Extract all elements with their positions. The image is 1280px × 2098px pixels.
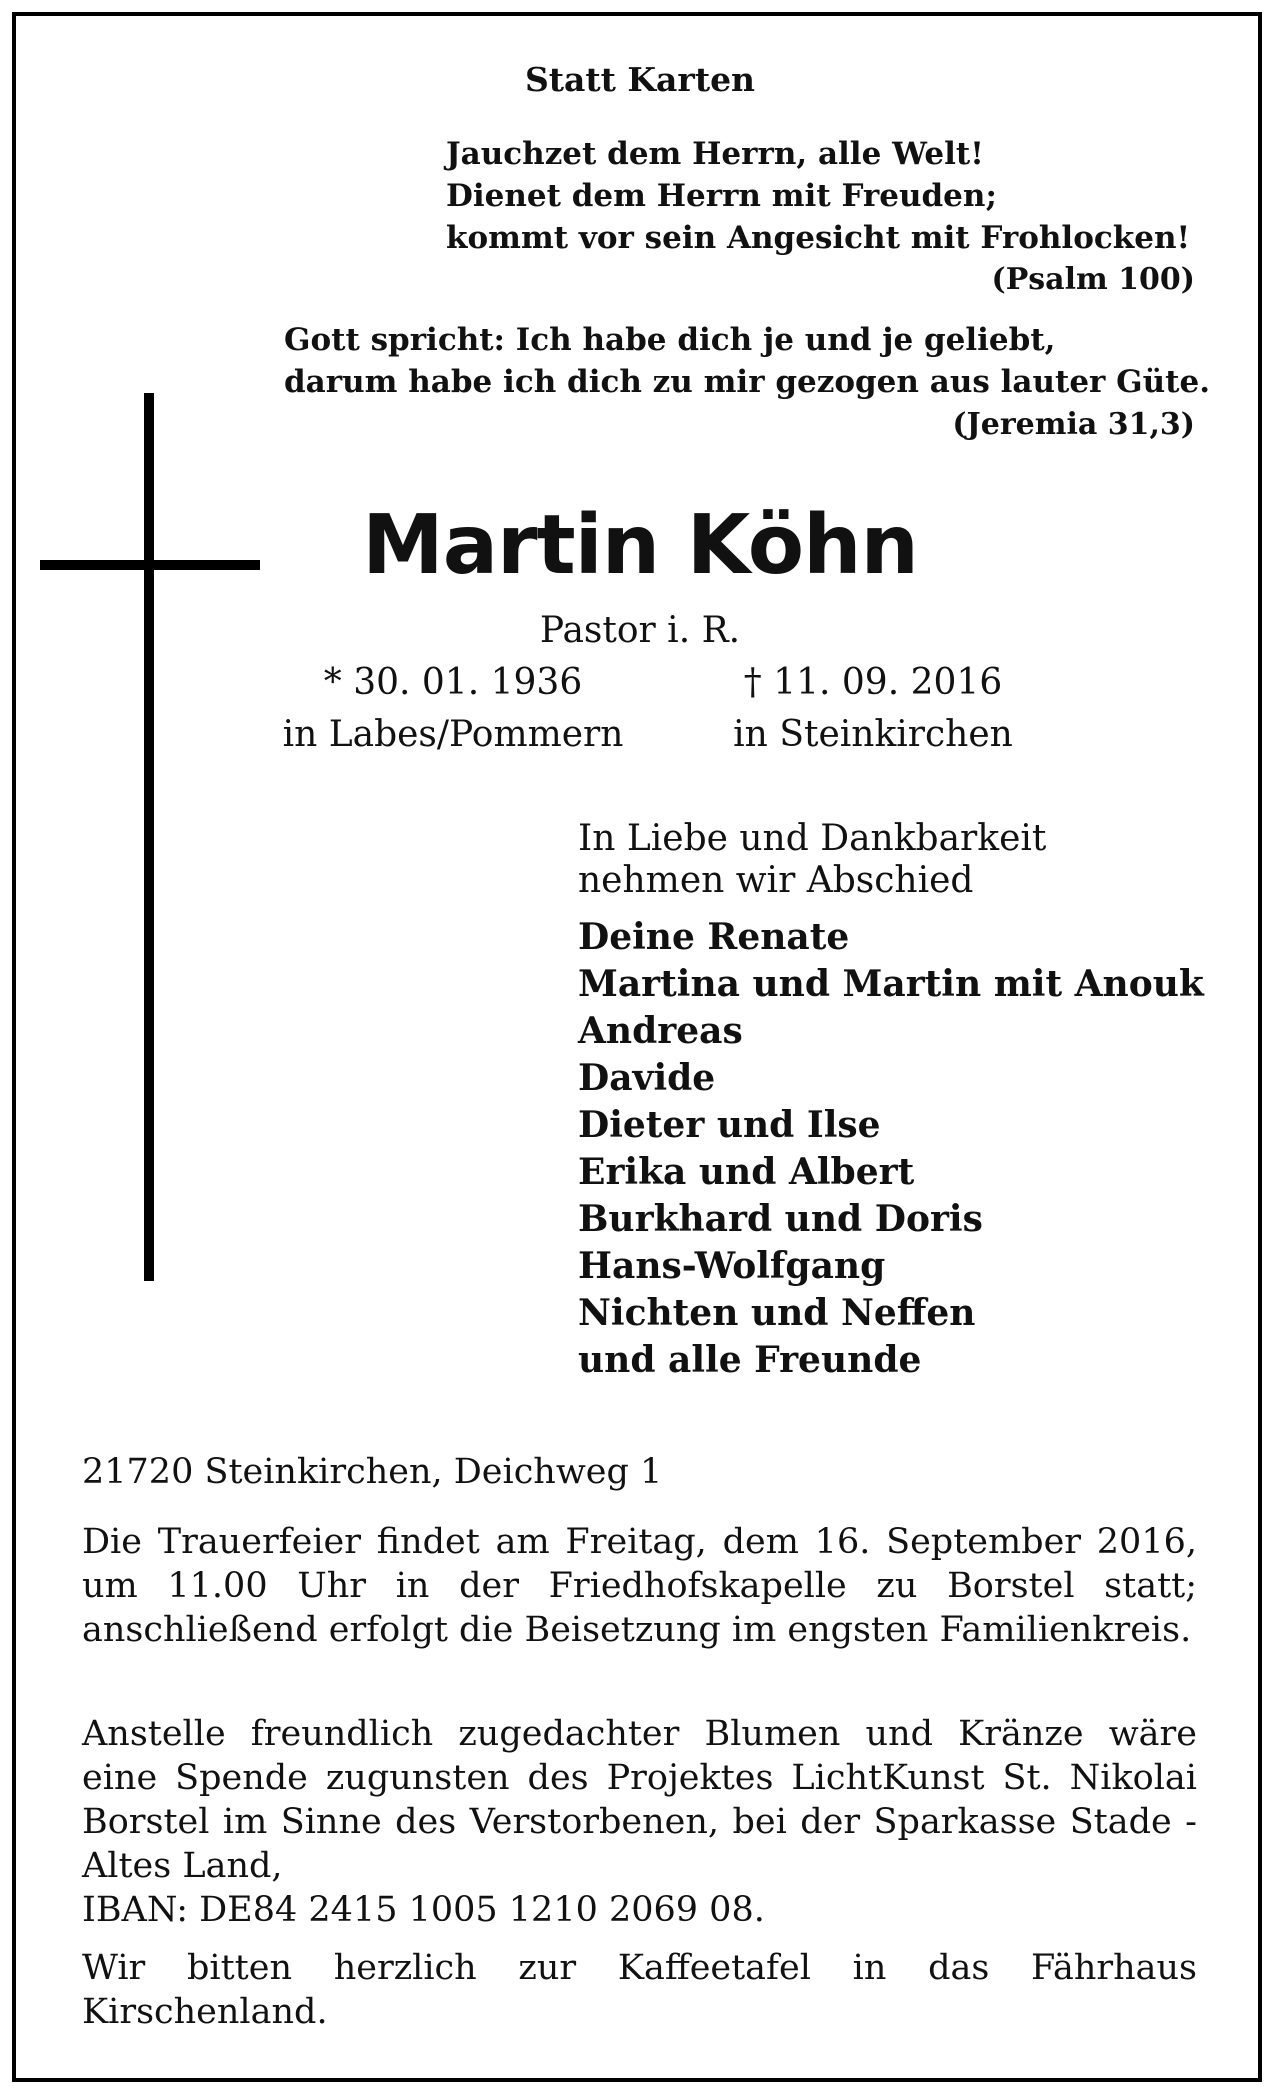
psalm-line-1: Jauchzet dem Herrn, alle Welt! <box>446 136 984 172</box>
donation-notice: Anstelle freundlich zugedachter Blumen und Kränze wäre eine Spende zugunsten des Projektes LichtKunst St. Nikolai Borstel im Sinne des Verstorbenen, bei der Sparkasse Stade - Altes Land, <box>82 1714 1197 1886</box>
mourner-item: Andreas <box>578 1010 743 1052</box>
mourner-item: Erika und Albert <box>578 1151 915 1193</box>
born-date: * 30. 01. 1936 <box>323 662 583 703</box>
deceased-title: Pastor i. R. <box>539 610 741 651</box>
family-address: 21720 Steinkirchen, Deichweg 1 <box>82 1452 663 1492</box>
mourner-item: Nichten und Neffen <box>578 1292 976 1334</box>
coffee-notice: Wir bitten herzlich zur Kaffeetafel in das Fährhaus Kirschenland. <box>82 1948 1197 2032</box>
mourner-item: Hans-Wolfgang <box>578 1245 886 1287</box>
died-date: † 11. 09. 2016 <box>743 662 1003 703</box>
mourner-item: Martina und Martin mit Anouk <box>578 963 1204 1005</box>
jeremiah-line-1: Gott spricht: Ich habe dich je und je geliebt, <box>284 322 1056 358</box>
farewell-line-1: In Liebe und Dankbarkeit <box>578 818 1047 859</box>
psalm-line-3: kommt vor sein Angesicht mit Frohlocken! <box>446 220 1191 256</box>
donation-iban: IBAN: DE84 2415 1005 1210 2069 08. <box>82 1890 765 1930</box>
mourner-item: und alle Freunde <box>578 1339 922 1381</box>
mourner-item: Deine Renate <box>578 916 850 958</box>
mourner-item: Dieter und Ilse <box>578 1104 881 1146</box>
jeremiah-line-2: darum habe ich dich zu mir gezogen aus lauter Güte. <box>284 364 1211 400</box>
mourner-item: Burkhard und Doris <box>578 1198 983 1240</box>
psalm-reference: (Psalm 100) <box>991 262 1195 297</box>
mourner-item: Davide <box>578 1057 716 1099</box>
died-place: in Steinkirchen <box>733 714 1013 755</box>
born-place: in Labes/Pommern <box>282 714 624 755</box>
header-statt-karten: Statt Karten <box>524 60 756 99</box>
funeral-notice: Die Trauerfeier findet am Freitag, dem 16. September 2016, um 11.00 Uhr in der Friedhofskapelle zu Borstel statt; anschließend erfolgt die Beisetzung im engsten Familienkreis. <box>82 1522 1197 1650</box>
jeremiah-reference: (Jeremia 31,3) <box>952 407 1195 442</box>
deceased-name: Martin Köhn <box>362 498 918 593</box>
farewell-line-2: nehmen wir Abschied <box>578 860 974 901</box>
psalm-line-2: Dienet dem Herrn mit Freuden; <box>446 178 997 214</box>
